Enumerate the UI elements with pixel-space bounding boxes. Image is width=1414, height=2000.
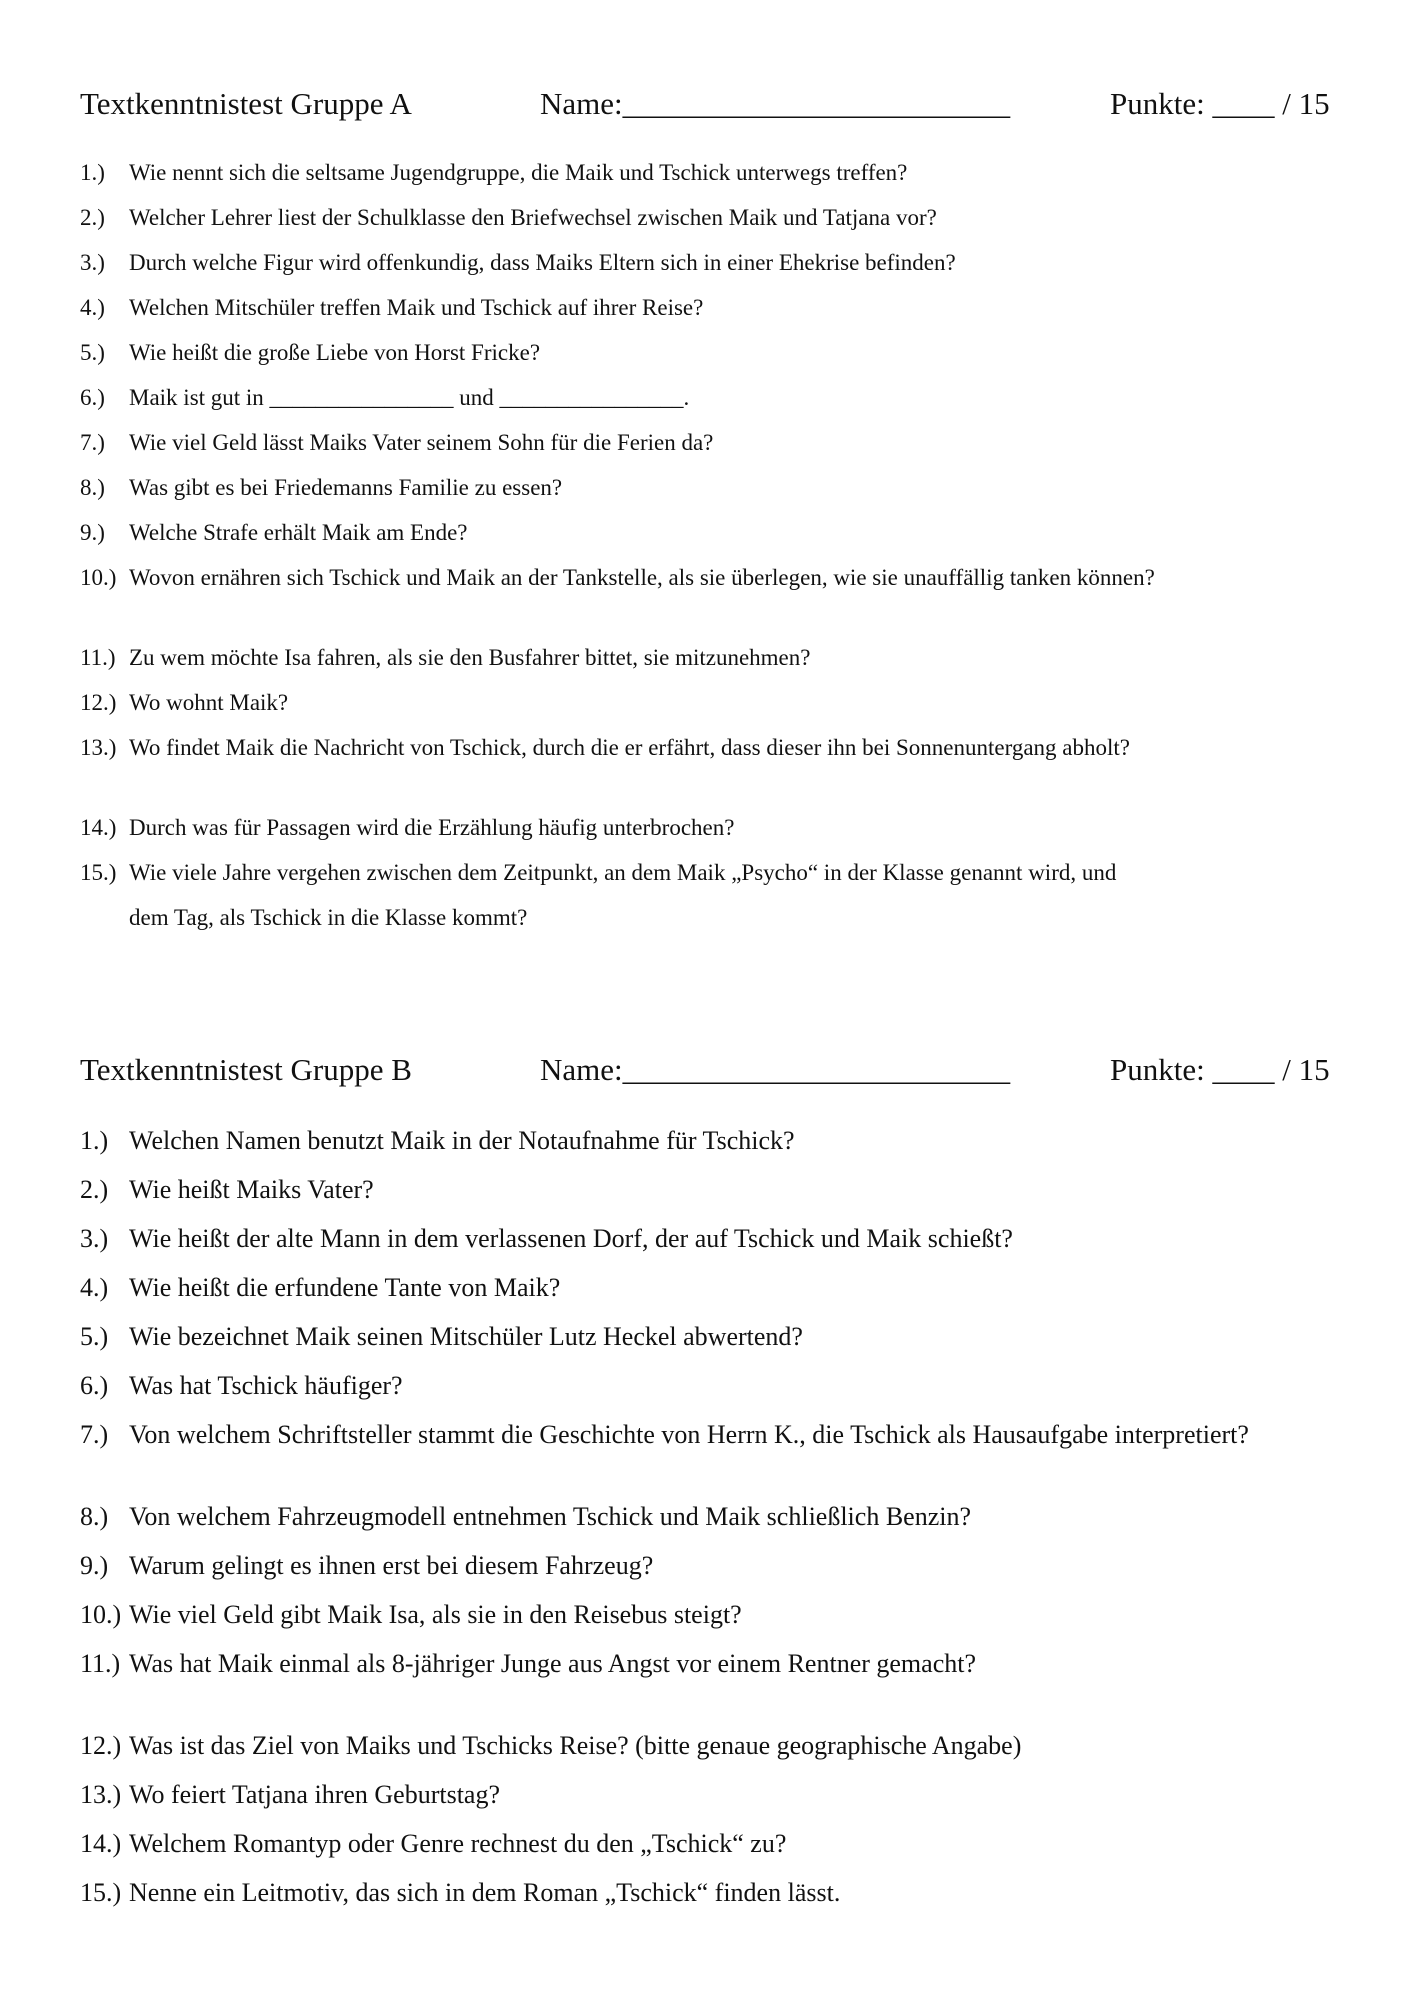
question-text: Wo wohnt Maik?	[129, 690, 289, 715]
question-text: Was gibt es bei Friedemanns Familie zu essen?	[129, 475, 563, 500]
question-text: Was hat Tschick häufiger?	[129, 1371, 403, 1400]
question-number: 5.)	[80, 1322, 109, 1351]
question-number: 4.)	[80, 1273, 109, 1302]
question-text: Durch was für Passagen wird die Erzählung häufig unterbrochen?	[129, 815, 735, 840]
group-b-title: Textkenntnistest Gruppe B	[80, 1052, 412, 1087]
question-number: 12.)	[80, 1731, 122, 1760]
question-number: 10.)	[80, 565, 117, 590]
question-number: 7.)	[80, 430, 105, 455]
question-number: 5.)	[80, 340, 105, 365]
question-text: Welchen Mitschüler treffen Maik und Tschick auf ihrer Reise?	[129, 295, 704, 320]
question-text-continued: dem Tag, als Tschick in die Klasse kommt?	[129, 905, 528, 930]
question-number: 9.)	[80, 520, 105, 545]
group-b-header	[80, 1052, 1350, 1102]
question-text: Wie heißt Maiks Vater?	[129, 1175, 374, 1204]
question-number: 1.)	[80, 1126, 109, 1155]
question-text: Wie heißt der alte Mann in dem verlassenen Dorf, der auf Tschick und Maik schießt?	[129, 1224, 1013, 1253]
question-text: Zu wem möchte Isa fahren, als sie den Busfahrer bittet, sie mitzunehmen?	[129, 645, 811, 670]
question-number: 3.)	[80, 1224, 109, 1253]
question-number: 14.)	[80, 815, 117, 840]
group-a-points-field: Punkte: ____ / 15	[1110, 86, 1330, 121]
question-number: 10.)	[80, 1600, 122, 1629]
group-b-points-field: Punkte: ____ / 15	[1110, 1052, 1330, 1087]
question-text: Von welchem Fahrzeugmodell entnehmen Tschick und Maik schließlich Benzin?	[129, 1502, 972, 1531]
question-text: Was ist das Ziel von Maiks und Tschicks Reise? (bitte genaue geographische Angabe)	[129, 1731, 1022, 1760]
question-text: Wie heißt die große Liebe von Horst Fricke?	[129, 340, 541, 365]
question-text: Wie viele Jahre vergehen zwischen dem Zeitpunkt, an dem Maik „Psycho“ in der Klasse genannt wird, und	[129, 860, 1117, 885]
question-text: Wie viel Geld gibt Maik Isa, als sie in den Reisebus steigt?	[129, 1600, 742, 1629]
question-number: 15.)	[80, 860, 117, 885]
question-number: 7.)	[80, 1420, 109, 1449]
question-number: 6.)	[80, 1371, 109, 1400]
question-text: Wie nennt sich die seltsame Jugendgruppe, die Maik und Tschick unterwegs treffen?	[129, 160, 908, 185]
question-text: Nenne ein Leitmotiv, das sich in dem Roman „Tschick“ finden lässt.	[129, 1878, 841, 1907]
question-text: Warum gelingt es ihnen erst bei diesem Fahrzeug?	[129, 1551, 654, 1580]
question-text: Wo feiert Tatjana ihren Geburtstag?	[129, 1780, 501, 1809]
question-text: Welchem Romantyp oder Genre rechnest du den „Tschick“ zu?	[129, 1829, 787, 1858]
question-number: 1.)	[80, 160, 105, 185]
question-text: Wo findet Maik die Nachricht von Tschick, durch die er erfährt, dass dieser ihn bei Sonnenuntergang abholt?	[129, 735, 1131, 760]
group-b-name-field[interactable]: Name:_________________________	[540, 1052, 1011, 1087]
question-text: Welche Strafe erhält Maik am Ende?	[129, 520, 468, 545]
group-a-title: Textkenntnistest Gruppe A	[80, 86, 412, 121]
question-number: 6.)	[80, 385, 105, 410]
question-number: 2.)	[80, 205, 105, 230]
question-text: Durch welche Figur wird offenkundig, dass Maiks Eltern sich in einer Ehekrise befinden?	[129, 250, 956, 275]
question-text: Wie bezeichnet Maik seinen Mitschüler Lutz Heckel abwertend?	[129, 1322, 803, 1351]
question-number: 13.)	[80, 1780, 122, 1809]
question-text: Welcher Lehrer liest der Schulklasse den Briefwechsel zwischen Maik und Tatjana vor?	[129, 205, 937, 230]
question-number: 8.)	[80, 1502, 109, 1531]
question-text: Wovon ernähren sich Tschick und Maik an der Tankstelle, als sie überlegen, wie sie unauffällig tanken können?	[129, 565, 1155, 590]
group-a-name-field[interactable]: Name:_________________________	[540, 86, 1011, 121]
question-number: 3.)	[80, 250, 105, 275]
question-text: Welchen Namen benutzt Maik in der Notaufnahme für Tschick?	[129, 1126, 795, 1155]
question-number: 11.)	[80, 1649, 121, 1678]
question-text: Wie heißt die erfundene Tante von Maik?	[129, 1273, 561, 1302]
question-number: 8.)	[80, 475, 105, 500]
question-number: 13.)	[80, 735, 117, 760]
question-text: Wie viel Geld lässt Maiks Vater seinem Sohn für die Ferien da?	[129, 430, 714, 455]
question-text: Was hat Maik einmal als 8-jähriger Junge aus Angst vor einem Rentner gemacht?	[129, 1649, 976, 1678]
question-text: Von welchem Schriftsteller stammt die Geschichte von Herrn K., die Tschick als Hausaufgabe interpretiert?	[129, 1420, 1249, 1449]
question-number: 2.)	[80, 1175, 109, 1204]
question-number: 9.)	[80, 1551, 109, 1580]
question-text: Maik ist gut in ________________ und ________________.	[129, 385, 690, 410]
question-number: 12.)	[80, 690, 117, 715]
question-number: 15.)	[80, 1878, 122, 1907]
question-number: 14.)	[80, 1829, 122, 1858]
question-number: 11.)	[80, 645, 116, 670]
question-number: 4.)	[80, 295, 105, 320]
group-a-header	[80, 86, 1350, 136]
